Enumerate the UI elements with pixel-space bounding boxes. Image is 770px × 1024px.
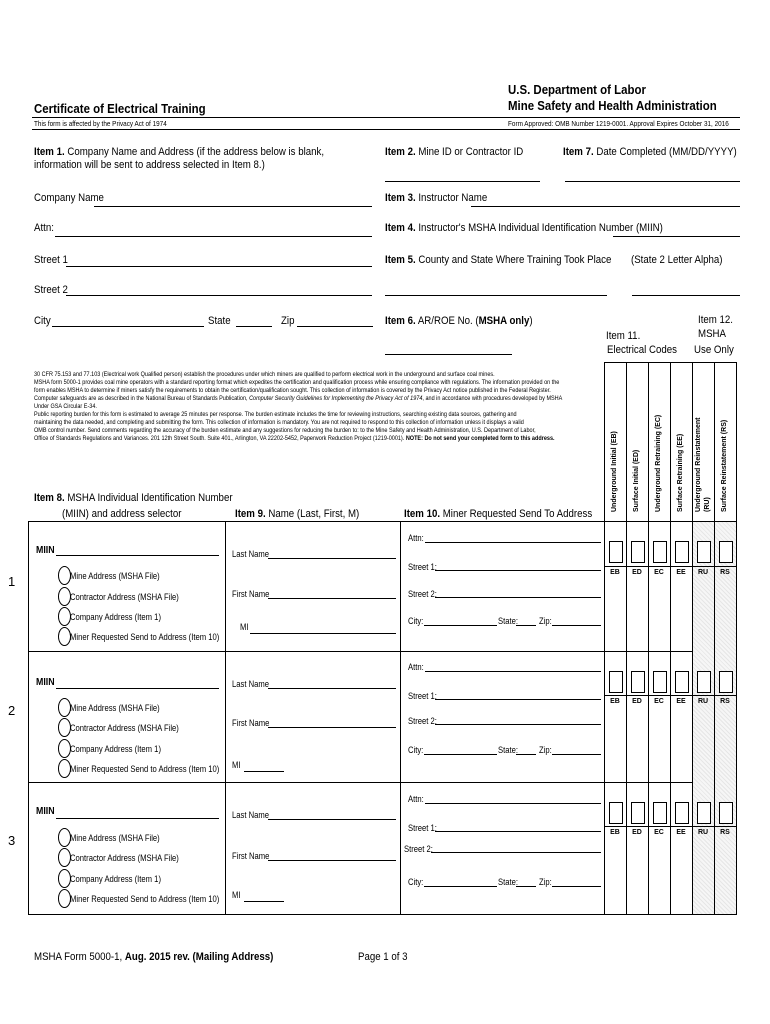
state-label-row: State: xyxy=(498,616,518,626)
opt-miner-requested: Miner Requested Send to Address (Item 10) xyxy=(70,632,220,642)
opt-mine-address: Mine Address (MSHA File) xyxy=(70,571,160,581)
last-name-label: Last Name xyxy=(232,679,270,689)
mi-label: MI xyxy=(232,760,241,770)
item5-state-note: (State 2 Letter Alpha) xyxy=(631,254,723,266)
street2-label: Street 2 xyxy=(34,284,68,296)
notice-line-9: Office of Standards Regulations and Variances. 201 12th Street South. Suite 401., Arlington, VA 22202-5452, Paperwork Reduction Project (1219-0001). NOTE: Do not send your completed form to this address. xyxy=(34,435,555,442)
code-checkbox-ru-1[interactable] xyxy=(697,541,711,563)
last-name-label: Last Name xyxy=(232,810,270,820)
privacy-note: This form is affected by the Privacy Act of 1974 xyxy=(34,119,167,128)
street2-input-2[interactable] xyxy=(435,724,601,725)
code-col-divider-0 xyxy=(604,362,605,521)
zip-input-1[interactable] xyxy=(552,625,601,626)
street1-label-row: Street 1: xyxy=(408,691,437,701)
code-label-rs: RS xyxy=(720,569,730,576)
code-label-eb: EB xyxy=(610,569,620,576)
item11-text: Electrical Codes xyxy=(607,344,677,356)
code-header-ru-code: (RU) xyxy=(704,497,711,512)
first-name-label: First Name xyxy=(232,851,270,861)
item5-heading: Item 5. County and State Where Training Took Place xyxy=(385,254,612,266)
miin-input-2[interactable] xyxy=(56,688,219,689)
code-checkbox-rs-2[interactable] xyxy=(719,671,733,693)
code-header-ru: Underground Reinstatement xyxy=(695,417,702,512)
city-label-row: City: xyxy=(408,616,424,626)
code-checkbox-ec-3[interactable] xyxy=(653,802,667,824)
code-checkbox-ec-1[interactable] xyxy=(653,541,667,563)
first-name-input-3[interactable] xyxy=(268,860,396,861)
opt-contractor-address: Contractor Address (MSHA File) xyxy=(70,723,179,733)
state-input-2[interactable] xyxy=(516,754,536,755)
code-header-ed: Surface Initial (ED) xyxy=(633,449,640,512)
miin-label: MIIN xyxy=(36,806,55,817)
city-input-3[interactable] xyxy=(424,886,497,887)
code-checkbox-ee-3[interactable] xyxy=(675,802,689,824)
first-name-input-2[interactable] xyxy=(268,727,396,728)
city-label: City xyxy=(34,315,51,327)
street1-input[interactable] xyxy=(66,266,372,267)
item4-heading: Item 4. Instructor's MSHA Individual Identification Number (MIIN) xyxy=(385,222,663,234)
last-name-input-2[interactable] xyxy=(268,688,396,689)
street2-input[interactable] xyxy=(66,295,372,296)
attn-input-2[interactable] xyxy=(425,671,601,672)
code-label-ed: ED xyxy=(632,569,642,576)
code-header-ec: Underground Retraining (EC) xyxy=(655,414,662,512)
street1-label-row: Street 1: xyxy=(408,823,437,833)
form-number: MSHA Form 5000-1, Aug. 2015 rev. (Mailing Address) xyxy=(34,951,274,963)
code-checkbox-rs-3[interactable] xyxy=(719,802,733,824)
form-title: Certificate of Electrical Training xyxy=(34,101,206,116)
zip-input[interactable] xyxy=(297,326,373,327)
code-checkbox-ed-2[interactable] xyxy=(631,671,645,693)
code-col-divider-1 xyxy=(626,362,627,521)
instructor-name-input[interactable] xyxy=(471,206,740,207)
code-checkbox-eb-3[interactable] xyxy=(609,802,623,824)
city-input-1[interactable] xyxy=(424,625,497,626)
code-header-top-rule xyxy=(604,362,737,363)
code-label-eb: EB xyxy=(610,698,620,705)
zip-label-row: Zip: xyxy=(539,877,552,887)
code-row-rule-3 xyxy=(604,826,737,827)
code-header-rs: Surface Reinstatement (RS) xyxy=(721,419,728,512)
street1-input-2[interactable] xyxy=(435,699,601,700)
company-name-label: Company Name xyxy=(34,192,104,204)
table-divider-address xyxy=(400,521,401,914)
code-label-eb: EB xyxy=(610,829,620,836)
zip-label-row: Zip: xyxy=(539,616,552,626)
table-divider-name xyxy=(225,521,226,914)
code-checkbox-ru-2[interactable] xyxy=(697,671,711,693)
code-col-divider-4 xyxy=(692,362,693,521)
code-checkbox-ru-3[interactable] xyxy=(697,802,711,824)
mi-label: MI xyxy=(232,890,241,900)
mi-input-1[interactable] xyxy=(250,633,396,634)
code-label-ed: ED xyxy=(632,698,642,705)
department-title: U.S. Department of Labor xyxy=(508,82,646,97)
attn-label-row: Attn: xyxy=(408,533,424,543)
notice-line-2: MSHA form 5000-1 provides coal mine operators with a standard reporting format which expedites the certification and qualification process while ensuring compliance with regulations. The information provided on the xyxy=(34,379,560,386)
state-label: State xyxy=(208,315,231,327)
item3-heading: Item 3. Instructor Name xyxy=(385,192,488,204)
administration-title: Mine Safety and Health Administration xyxy=(508,98,717,113)
street1-label: Street 1 xyxy=(34,254,68,266)
item6-heading: Item 6. AR/ROE No. (MSHA only) xyxy=(385,315,533,327)
mi-label: MI xyxy=(240,622,249,632)
item9-heading: Item 9. Name (Last, First, M) xyxy=(235,508,360,520)
county-input[interactable] xyxy=(385,295,607,296)
code-header-eb: Underground Initial (EB) xyxy=(611,431,618,512)
attn-label: Attn: xyxy=(34,222,54,234)
city-input[interactable] xyxy=(52,326,204,327)
code-checkbox-ed-1[interactable] xyxy=(631,541,645,563)
zip-label: Zip xyxy=(281,315,295,327)
code-col-divider-2 xyxy=(648,362,649,521)
item1-heading: Item 1. Company Name and Address (if the address below is blank, xyxy=(34,146,325,158)
attn-input-1[interactable] xyxy=(425,542,601,543)
code-label-ru: RU xyxy=(697,569,709,576)
attn-input[interactable] xyxy=(55,236,372,237)
state-input-1[interactable] xyxy=(516,625,536,626)
opt-mine-address: Mine Address (MSHA File) xyxy=(70,703,160,713)
miin-input-1[interactable] xyxy=(56,555,219,556)
code-checkbox-rs-1[interactable] xyxy=(719,541,733,563)
item7-heading: Item 7. Date Completed (MM/DD/YYYY) xyxy=(563,146,737,158)
code-divider-ed xyxy=(626,521,627,914)
zip-input-2[interactable] xyxy=(552,754,601,755)
code-label-ec: EC xyxy=(654,829,664,836)
last-name-label: Last Name xyxy=(232,549,270,559)
street1-input-1[interactable] xyxy=(435,570,601,571)
item12-label: Item 12. xyxy=(698,314,733,326)
notice-line-1: 30 CFR 75.153 and 77.103 (Electrical work Qualified person) establish the procedures under which miners are qualified to perform electrical work in the underground and surface coal mines. xyxy=(34,371,495,378)
miin-label: MIIN xyxy=(36,545,55,556)
code-label-ed: ED xyxy=(632,829,642,836)
code-checkbox-ee-1[interactable] xyxy=(675,541,689,563)
code-checkbox-eb-2[interactable] xyxy=(609,671,623,693)
mi-input-3[interactable] xyxy=(244,901,284,902)
code-label-rs: RS xyxy=(720,829,730,836)
notice-line-3: form enables MSHA to determine if miners satisfy the requirements to obtain the certification/qualification sought. This collection of information is covered by the Privacy Act notice published in the Federal Register. xyxy=(34,387,551,394)
item10-heading: Item 10. Miner Requested Send To Address xyxy=(404,508,593,520)
code-label-rs: RS xyxy=(720,698,730,705)
code-col-divider-6 xyxy=(736,362,737,521)
row-number-3: 3 xyxy=(8,833,16,848)
code-checkbox-eb-1[interactable] xyxy=(609,541,623,563)
street2-label-row: Street 2: xyxy=(408,589,437,599)
first-name-input-1[interactable] xyxy=(268,598,396,599)
city-label-row: City: xyxy=(408,877,424,887)
table-bottom-rule xyxy=(28,914,737,915)
row-divider-2 xyxy=(28,782,737,783)
attn-input-3[interactable] xyxy=(425,803,601,804)
street1-input-3[interactable] xyxy=(435,831,601,832)
code-label-ee: EE xyxy=(676,829,686,836)
last-name-input-1[interactable] xyxy=(268,558,396,559)
table-top-rule xyxy=(28,521,737,522)
code-label-ru: RU xyxy=(697,698,709,705)
street1-label-row: Street 1: xyxy=(408,562,437,572)
miin-input-3[interactable] xyxy=(56,818,219,819)
opt-miner-requested: Miner Requested Send to Address (Item 10) xyxy=(70,894,220,904)
item1-subheading: information will be sent to address selected in Item 8.) xyxy=(34,159,265,171)
street2-input-1[interactable] xyxy=(435,597,601,598)
code-checkbox-ed-3[interactable] xyxy=(631,802,645,824)
notice-line-8: OMB control number. Send comments regarding the accuracy of the burden estimate and any suggestions for reducing the burden to: to the Mine Safety and Health Administration, U.S. Department of Labor, xyxy=(34,427,536,434)
code-divider-rs xyxy=(714,521,715,914)
city-input-2[interactable] xyxy=(424,754,497,755)
header-rule xyxy=(32,117,740,118)
attn-label-row: Attn: xyxy=(408,662,424,672)
row-number-1: 1 xyxy=(8,574,16,589)
date-completed-input[interactable] xyxy=(565,181,740,182)
first-name-label: First Name xyxy=(232,589,270,599)
city-label-row: City: xyxy=(408,745,424,755)
notice-line-7: maintaining the data needed, and completing and submitting the form. This collection of information is mandatory. You are not required to respond to this collection of information unless it displays a valid xyxy=(34,419,524,426)
item11-label: Item 11. xyxy=(606,330,641,342)
notice-line-5: Under GSA Circular E-34. xyxy=(34,403,97,410)
state-label-row: State: xyxy=(498,745,518,755)
instructor-miin-input[interactable] xyxy=(613,236,740,237)
opt-mine-address: Mine Address (MSHA File) xyxy=(70,833,160,843)
company-name-input[interactable] xyxy=(94,206,372,207)
opt-miner-requested: Miner Requested Send to Address (Item 10) xyxy=(70,764,220,774)
code-row-rule-1 xyxy=(604,566,737,567)
code-checkbox-ee-2[interactable] xyxy=(675,671,689,693)
mine-id-input[interactable] xyxy=(385,181,540,182)
opt-contractor-address: Contractor Address (MSHA File) xyxy=(70,592,179,602)
item12-text-1: MSHA xyxy=(698,328,726,340)
first-name-label: First Name xyxy=(232,718,270,728)
item8-subheading: (MIIN) and address selector xyxy=(62,508,182,520)
code-header-ee: Surface Retraining (EE) xyxy=(677,433,684,512)
item2-heading: Item 2. Mine ID or Contractor ID xyxy=(385,146,524,158)
code-row-rule-2 xyxy=(604,695,737,696)
zip-input-3[interactable] xyxy=(552,886,601,887)
page-number: Page 1 of 3 xyxy=(358,951,408,963)
state-label-row: State: xyxy=(498,877,518,887)
opt-company-address: Company Address (Item 1) xyxy=(70,744,161,754)
code-divider-ee xyxy=(670,521,671,914)
state-input[interactable] xyxy=(236,326,272,327)
mi-input-2[interactable] xyxy=(244,771,284,772)
opt-company-address: Company Address (Item 1) xyxy=(70,612,161,622)
notice-line-4: Computer safeguards are as described in the National Bureau of Standards Publication, Computer Security Guidelines for Implementing the Privacy Act of 1974, and in accordance with procedures developed by MSHA xyxy=(34,395,563,402)
code-col-divider-3 xyxy=(670,362,671,521)
code-divider-ec xyxy=(648,521,649,914)
code-label-ee: EE xyxy=(676,569,686,576)
state-alpha-input[interactable] xyxy=(632,295,740,296)
item12-text-2: Use Only xyxy=(694,344,734,356)
table-left-border xyxy=(28,521,29,914)
street2-input-3[interactable] xyxy=(431,852,601,853)
row-number-2: 2 xyxy=(8,703,16,718)
state-input-3[interactable] xyxy=(516,886,536,887)
table-right-border xyxy=(736,521,737,914)
notice-line-6: Public reporting burden for this form is estimated to average 25 minutes per response. The burden estimate includes the time for reviewing instructions, searching existing data sources, gathering and xyxy=(34,411,517,418)
code-label-ru: RU xyxy=(697,829,709,836)
opt-contractor-address: Contractor Address (MSHA File) xyxy=(70,853,179,863)
zip-label-row: Zip: xyxy=(539,745,552,755)
code-checkbox-ec-2[interactable] xyxy=(653,671,667,693)
table-divider-codes xyxy=(604,521,605,914)
street2-label-row: Street 2: xyxy=(404,844,433,854)
code-label-ec: EC xyxy=(654,569,664,576)
miin-label: MIIN xyxy=(36,677,55,688)
code-divider-ru xyxy=(692,521,693,914)
last-name-input-3[interactable] xyxy=(268,819,396,820)
code-label-ee: EE xyxy=(676,698,686,705)
row-divider-1 xyxy=(28,651,737,652)
attn-label-row: Attn: xyxy=(408,794,424,804)
omb-approval: Form Approved: OMB Number 1219-0001. Approval Expires October 31, 2016 xyxy=(508,119,729,128)
ar-roe-input[interactable] xyxy=(385,354,512,355)
opt-company-address: Company Address (Item 1) xyxy=(70,874,161,884)
street2-label-row: Street 2: xyxy=(408,716,437,726)
code-col-divider-5 xyxy=(714,362,715,521)
header-rule-2 xyxy=(32,129,740,130)
item8-heading: Item 8. MSHA Individual Identification Number xyxy=(34,492,233,504)
code-label-ec: EC xyxy=(654,698,664,705)
